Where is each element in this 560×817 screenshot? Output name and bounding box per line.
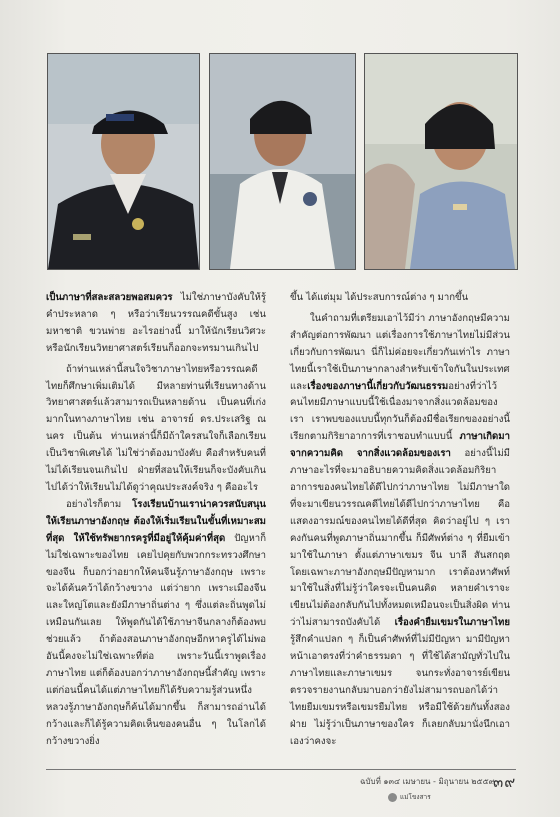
photo-white-uniform <box>209 53 356 270</box>
left-text-column <box>46 290 266 750</box>
paragraph-text: ไม่ใช่ภาษาบังคับให้รู้คำประหลาด ๆ หรือว่าเรียนวรรณคดีขั้นสูง เช่น มหาชาติ ขวนพ่าย อะไรอย่างนี้ มาให้นักเรียนวิศวะหรือนักเรียนวิทยาศาสตร์เรียนก็ออกจะทรมานเกินไป <box>46 292 266 354</box>
photo-blue-shirt <box>364 53 518 270</box>
logo-icon <box>388 793 397 802</box>
photo-white-uniform-image <box>210 54 355 269</box>
paragraph-text: ถ้าท่านเหล่านี้สนใจวิชาภาษาไทยหรือวรรณคดีไทยก็ศึกษาเพิ่มเติมได้ มีหลายท่านที่เรียนทางด้านวิทยาศาสตร์แล้วสามารถเป็นหลายด้าน เป็นคนที่เก่งมากในทางภาษาไทย เช่น อาจารย์ ดร.ประเสริฐ ณ นคร เป็นต้น ท่านเหล่านี้ก็มีถ้าใครสนใจก็เลือกเรียนเป็นวิชาพิเศษได้ ไม่ใช่ว่าต้องมาบังคับ คือสำหรับคนที่ไม่ได้เรียนจนเกินไป ฝ่ายที่สอนให้เรียนก็จะบังคับเกินไปได้ว่าให้เรียนไม่ได้ดูว่าคุณประสงค์จริง ๆ คืออะไร <box>46 363 266 493</box>
paragraph <box>290 311 510 751</box>
paragraph <box>46 290 266 358</box>
emphasis-text: เป็นภาษาที่สละสลวยพอสมควร <box>46 292 173 303</box>
emphasis-text: ภาษาเกิดมาจากความคิด จากสิ่งแวดล้อมของเรา <box>290 431 510 460</box>
paragraph-text: ปัญหาก็ไม่ใช่เฉพาะของไทย เคยไปคุยกับพวกกระทรวงศึกษาของจีน ก็บอกว่าอยากให้คนจีนรู้ภาษาอังกฤษ เพราะจะได้ค้นคว้าได้กว้างขวาง แต่ว่ายาก เพราะเมืองจีนและใหญ่โตและยังมีภาษาถิ่นต่าง ๆ ซึ่งแต่ละถิ่นพูดไม่เหมือนกันเลย ให้พูดกันได้ใช้ภาษาจีนกลางก็ต้องพบช่วยแล้ว ถ้าต้องสอนภาษาอังกฤษอีกหาครูได้ไม่พอ อันนี้คงจะไม่ใช่เฉพาะที่ต่อ เพราะวันนี้เราพูดเรื่องภาษาไทย แต่ก็ต้องบอกว่าภาษาอังกฤษนี้สำคัญ เพราะแต่ก่อนนี้คนได้แต่ภาษาไทยก็ได้รับความรู้ส่วนหนึ่ง หลวงรู้ภาษาอังกฤษก็ค้นได้มากขึ้น ก็สามารถอ่านได้กว้างและก็ได้รู้ความคิดเห็นของคนอื่น ๆ ในโลกได้กว้างขวางยิ่ง <box>46 532 266 747</box>
photo-cap-and-uniform <box>47 53 200 270</box>
paragraph-text: อย่างไรก็ตาม <box>66 498 133 510</box>
paragraph-text: อย่างที่ว่าไว้ คนไทยมีภาษาแบบนี้ใช้เนื่องมาจากสิ่งแวดล้อมของเรา เราพบของแบบนี้ทุกวันก็ต้องมีชื่อเรียกของอย่างนี้ เรียกตามกิริยาอาการที่เราชอบทำแบบนี้ <box>290 380 510 443</box>
paragraph-text: อย่างนี้ไม่มีภาษาอะไรที่จะมาอธิบายความคิดสิ่งแวดล้อมกิริยาอาการของคนไทยได้ดีไปกว่าภาษาไทย ไม่มีภาษาใดที่จะมาเขียนวรรณคดีไทยได้ดีไปกว่าภาษาไทย คือแสดงอารมณ์ของคนไทยได้ดีที่สุด คิดว่าอยู่ไป ๆ เราคงกันคนที่พูดภาษาถิ่นมากขึ้น ก็มีศัพท์ต่าง ๆ ที่ยืมเข้ามาใช้ในภาษา ตั้งแต่ภาษาเขมร จีน บาลี สันสกฤต โดยเฉพาะภาษาอังกฤษมีปัญหามาก เราต้องหาศัพท์มาใช้ในสิ่งที่ไม่รู้ว่าใครจะเป็นคนคิด หลายคำเราจะเขียนไม่ต้องกลับกันไปทั้งหมดเหมือนจะเป็นสิ่งผิด ท่านว่าไม่สามารถบังคับได้ <box>290 448 510 629</box>
photo-blue-shirt-image <box>365 54 517 269</box>
emphasis-text: โรงเรียนบ้านเราน่าควรสนับสนุนให้เรียนภาษาอังกฤษ ต้องให้เริ่มเรียนในขั้นที่เหมาะสมที่สุด ให้ใช้ทรัพยากรครูที่มีอยู่ให้คุ้มค่าที่สุด <box>46 498 266 544</box>
emphasis-text: เรื่องคำยืมเขมรในภาษาไทย <box>394 617 510 629</box>
logo-text: แม่โขงสาร <box>400 793 431 801</box>
publication-logo <box>388 792 438 806</box>
right-text-column <box>290 290 510 750</box>
page-number: ๓๙ <box>493 773 517 791</box>
footer-rule <box>46 769 516 770</box>
paragraph <box>290 290 510 307</box>
paragraph-text: ในคำถามที่เตรียมเอาไว้มีว่า ภาษาอังกฤษมีความสำคัญต่อการพัฒนา แต่เรื่องการใช้ภาษาไทยไม่มีส่วนเกี่ยวกับการพัฒนา นี่ก็ไม่ค่อยจะเกี่ยวกันเท่าไร ภาษาไทยนี้เราใช้เป็นภาษากลางสำหรับเข้าใจกันในประเทศ และ <box>290 312 510 392</box>
photo-cap-and-uniform-image <box>48 54 199 269</box>
paragraph-text: รู้สึกคำแปลก ๆ ก็เป็นคำศัพท์ที่ไม่มีปัญหา มามีปัญหาหน้าเอาตรงที่ว่าคำธรรมดา ๆ ที่ใช้ได้สามัญทั่วไปในภาษาไทยและภาษาเขมร จนกระทั่งอาจารย์เขียนตรวจรายงานกลับมาบอกว่ายังไม่สามารถบอกได้ว่าไทยยืมเขมรหรือเขมรยืมไทย หรือมีใช้ด้วยกันทั้งสองฝ่าย ไม่รู้ว่าเป็นภาษาของใคร ก็เลยกลับมานั่งนึกเอาเองว่าคงจะ <box>290 634 510 747</box>
paragraph-text: ขึ้น ได้แต่มุม ได้ประสบการณ์ต่าง ๆ มากขึ้น <box>290 292 469 303</box>
emphasis-text: เรื่องของภาษานี้เกี่ยวกับวัฒนธรรม <box>307 380 449 392</box>
paragraph <box>46 362 266 497</box>
paragraph <box>46 497 266 751</box>
issue-info: ฉบับที่ ๑๓๔ เมษายน - มิถุนายน ๒๕๕๙ <box>360 777 495 786</box>
